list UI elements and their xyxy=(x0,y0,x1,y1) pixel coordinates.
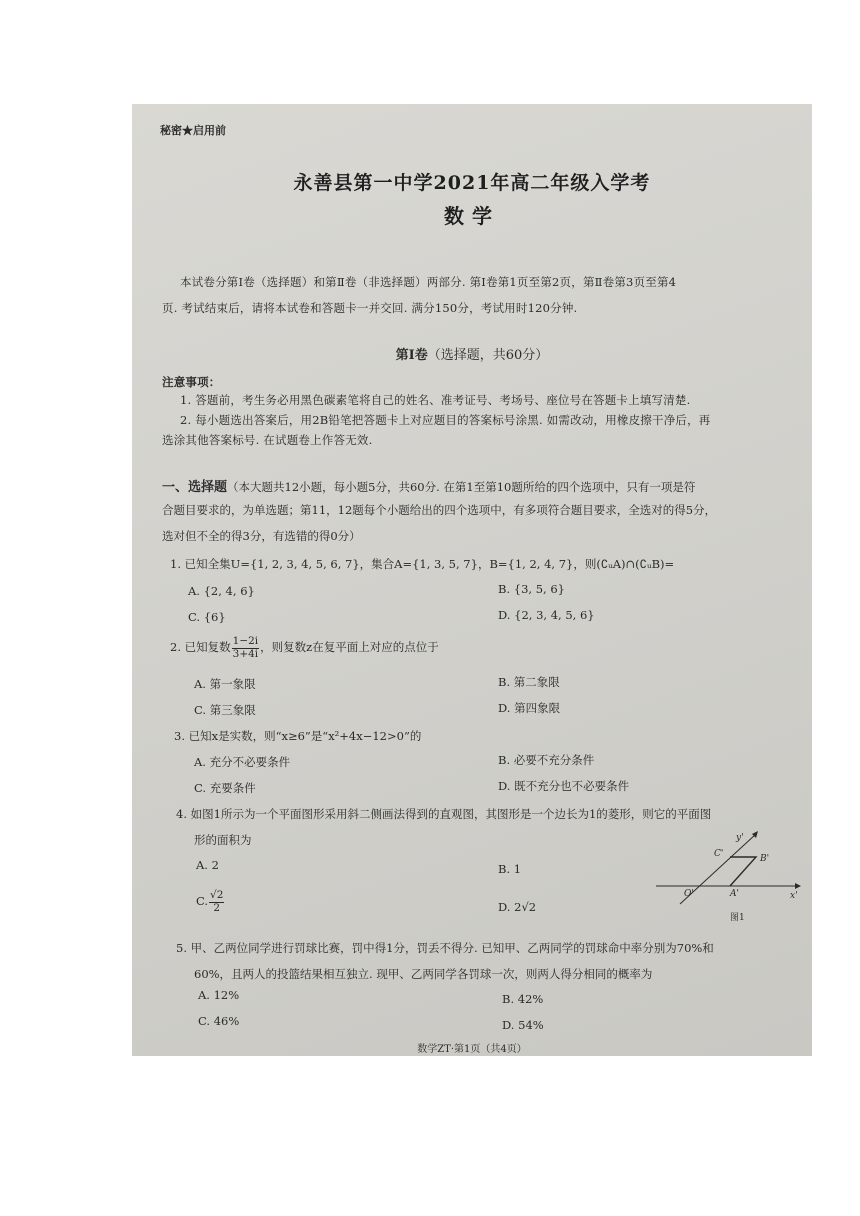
q2-option-d: D. 第四象限 xyxy=(498,701,561,715)
q2-option-a: A. 第一象限 xyxy=(194,677,256,691)
q4-stem-cont: 形的面积为 xyxy=(194,833,252,847)
q3-stem: 3. 已知x是实数，则“x≥6”是“x²+4x−12>0”的 xyxy=(174,729,422,743)
q5-option-a: A. 12% xyxy=(198,988,240,1002)
note-item-2-cont: 选涂其他答案标号. 在试题卷上作答无效. xyxy=(162,433,373,447)
label-a: A' xyxy=(730,889,739,899)
q4-option-d: D. 2√2 xyxy=(498,900,537,914)
note-item-1: 1. 答题前，考生务必用黑色碳素笔将自己的姓名、准考证号、考场号、座位号在答题卡上填写清楚. xyxy=(180,393,691,407)
label-y: y' xyxy=(736,833,744,843)
intro-line-1: 本试卷分第Ⅰ卷（选择题）和第Ⅱ卷（非选择题）两部分. 第Ⅰ卷第1页至第2页，第Ⅱ卷第3页至第4 xyxy=(180,275,677,289)
x-axis-arrow xyxy=(795,883,801,889)
q4-option-b: B. 1 xyxy=(498,862,522,876)
label-x: x' xyxy=(790,891,798,901)
q4-option-a: A. 2 xyxy=(196,858,219,872)
notes-heading: 注意事项： xyxy=(162,375,221,389)
q3-option-d: D. 既不充分也不必要条件 xyxy=(498,779,630,793)
section1-desc-line-2: 合题目要求的，为单选题；第11，12题每个小题给出的四个选项中，有多项符合题目要求，全选对的得5分， xyxy=(162,503,717,517)
q5-option-d: D. 54% xyxy=(502,1018,544,1032)
exam-paper xyxy=(132,104,812,1056)
section1-title: 一、选择题 xyxy=(162,480,228,495)
q5-stem-cont: 60%，且两人的投篮结果相互独立. 现甲、乙两同学各罚球一次，则两人得分相同的概率为 xyxy=(194,967,653,981)
part1-subtitle: （选择题，共60分） xyxy=(427,348,549,363)
q2-option-c: C. 第三象限 xyxy=(194,703,256,717)
q2-option-b: B. 第二象限 xyxy=(498,675,560,689)
q3-option-a: A. 充分不必要条件 xyxy=(194,755,291,769)
q2-stem: 2. 已知复数 $\frac{1-2i}{3+4i}$ ，则复数z在复平面上对应的点位于 xyxy=(170,635,439,660)
label-c: C' xyxy=(714,849,724,859)
q3-option-b: B. 必要不充分条件 xyxy=(498,753,595,767)
q5-option-b: B. 42% xyxy=(502,992,544,1006)
confidential-mark: 秘密★启用前 xyxy=(160,124,226,137)
q1-option-b: B. {3, 5, 6} xyxy=(498,582,565,596)
part1-title: 第Ⅰ卷 xyxy=(395,348,428,363)
figure-caption: 图1 xyxy=(730,913,745,923)
q5-stem: 5. 甲、乙两位同学进行罚球比赛，罚中得1分，罚丢不得分. 已知甲、乙两同学的罚球命中率分别为70%和 xyxy=(176,941,714,955)
q1-option-c: C. {6} xyxy=(188,610,226,624)
q2-fraction: $\frac{1-2i}{3+4i}$ xyxy=(232,635,259,660)
subject-title: 数学 xyxy=(444,204,500,228)
page-footer: 数学ZT·第1页（共4页） xyxy=(417,1044,527,1055)
q4-option-c-fraction: $\frac{√2}{2}$ xyxy=(210,889,224,914)
label-o: O' xyxy=(684,889,694,899)
rhombus xyxy=(730,857,756,886)
intro-line-2: 页. 考试结束后，请将本试卷和答题卡一并交回. 满分150分，考试用时120分钟. xyxy=(162,301,578,315)
part1-heading xyxy=(132,344,812,363)
q4-stem: 4. 如图1所示为一个平面图形采用斜二侧画法得到的直观图，其图形是一个边长为1的菱形，则它的平面图 xyxy=(176,807,712,821)
label-b: B' xyxy=(760,854,770,864)
q5-option-c: C. 46% xyxy=(198,1014,240,1028)
q4-figure xyxy=(652,828,802,924)
q1-stem: 1. 已知全集U={1, 2, 3, 4, 5, 6, 7}，集合A={1, 3, 5, 7}，B={1, 2, 4, 7}，则(∁ᵤA)∩(∁ᵤB)= xyxy=(170,557,675,571)
exam-title: 永善县第一中学2021年高二年级入学考 xyxy=(293,172,651,194)
q4-option-c: C. $\frac{√2}{2}$ xyxy=(196,889,224,914)
section1-desc-line-1: 一、选择题（本大题共12小题，每小题5分，共60分. 在第1至第10题所给的四个选项中，只有一项是符 xyxy=(162,480,696,495)
q1-option-a: A. {2, 4, 6} xyxy=(188,584,255,598)
q1-option-d: D. {2, 3, 4, 5, 6} xyxy=(498,608,595,622)
note-item-2: 2. 每小题选出答案后，用2B铅笔把答题卡上对应题目的答案标号涂黑. 如需改动，用橡皮擦干净后，再 xyxy=(180,413,711,427)
section1-desc-line-3: 选对但不全的得3分，有选错的得0分） xyxy=(162,529,361,543)
q3-option-c: C. 充要条件 xyxy=(194,781,256,795)
